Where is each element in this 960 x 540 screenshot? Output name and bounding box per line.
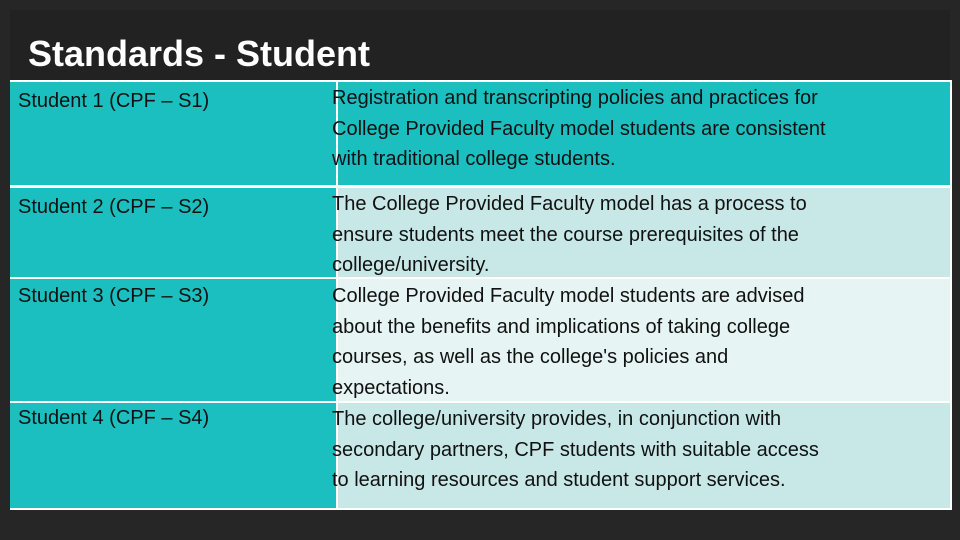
row-label-student-4: Student 4 (CPF – S4) — [10, 403, 336, 508]
row-desc-student-4 — [332, 404, 932, 496]
row-label-student-1: Student 1 (CPF – S1) — [10, 82, 336, 185]
desc-line: College Provided Faculty model students are advised — [332, 285, 805, 307]
desc-line: The College Provided Faculty model has a process to — [332, 193, 807, 215]
desc-line: Registration and transcripting policies and practices for — [332, 87, 818, 109]
desc-line: courses, as well as the college's policies and — [332, 346, 729, 368]
desc-line: The college/university provides, in conjunction with — [332, 408, 782, 430]
row-desc-student-1 — [332, 83, 932, 175]
desc-line: about the benefits and implications of taking college — [332, 315, 791, 338]
desc-line: secondary partners, CPF students with suitable access — [332, 438, 819, 461]
page-title: Standards - Student — [28, 33, 371, 74]
row-label-student-2: Student 2 (CPF – S2) — [10, 188, 336, 277]
row-label-student-3: Student 3 (CPF – S3) — [10, 279, 336, 401]
desc-line: expectations. — [332, 376, 450, 399]
desc-line: College Provided Faculty model students are consistent — [332, 117, 826, 140]
desc-line: college/university. — [332, 254, 490, 276]
row-desc-student-3 — [332, 281, 932, 403]
desc-line: to learning resources and student support services. — [332, 469, 786, 491]
desc-line: with traditional college students. — [332, 148, 616, 170]
desc-line: ensure students meet the course prerequisites of the — [332, 223, 799, 246]
row-desc-student-2 — [332, 189, 932, 281]
